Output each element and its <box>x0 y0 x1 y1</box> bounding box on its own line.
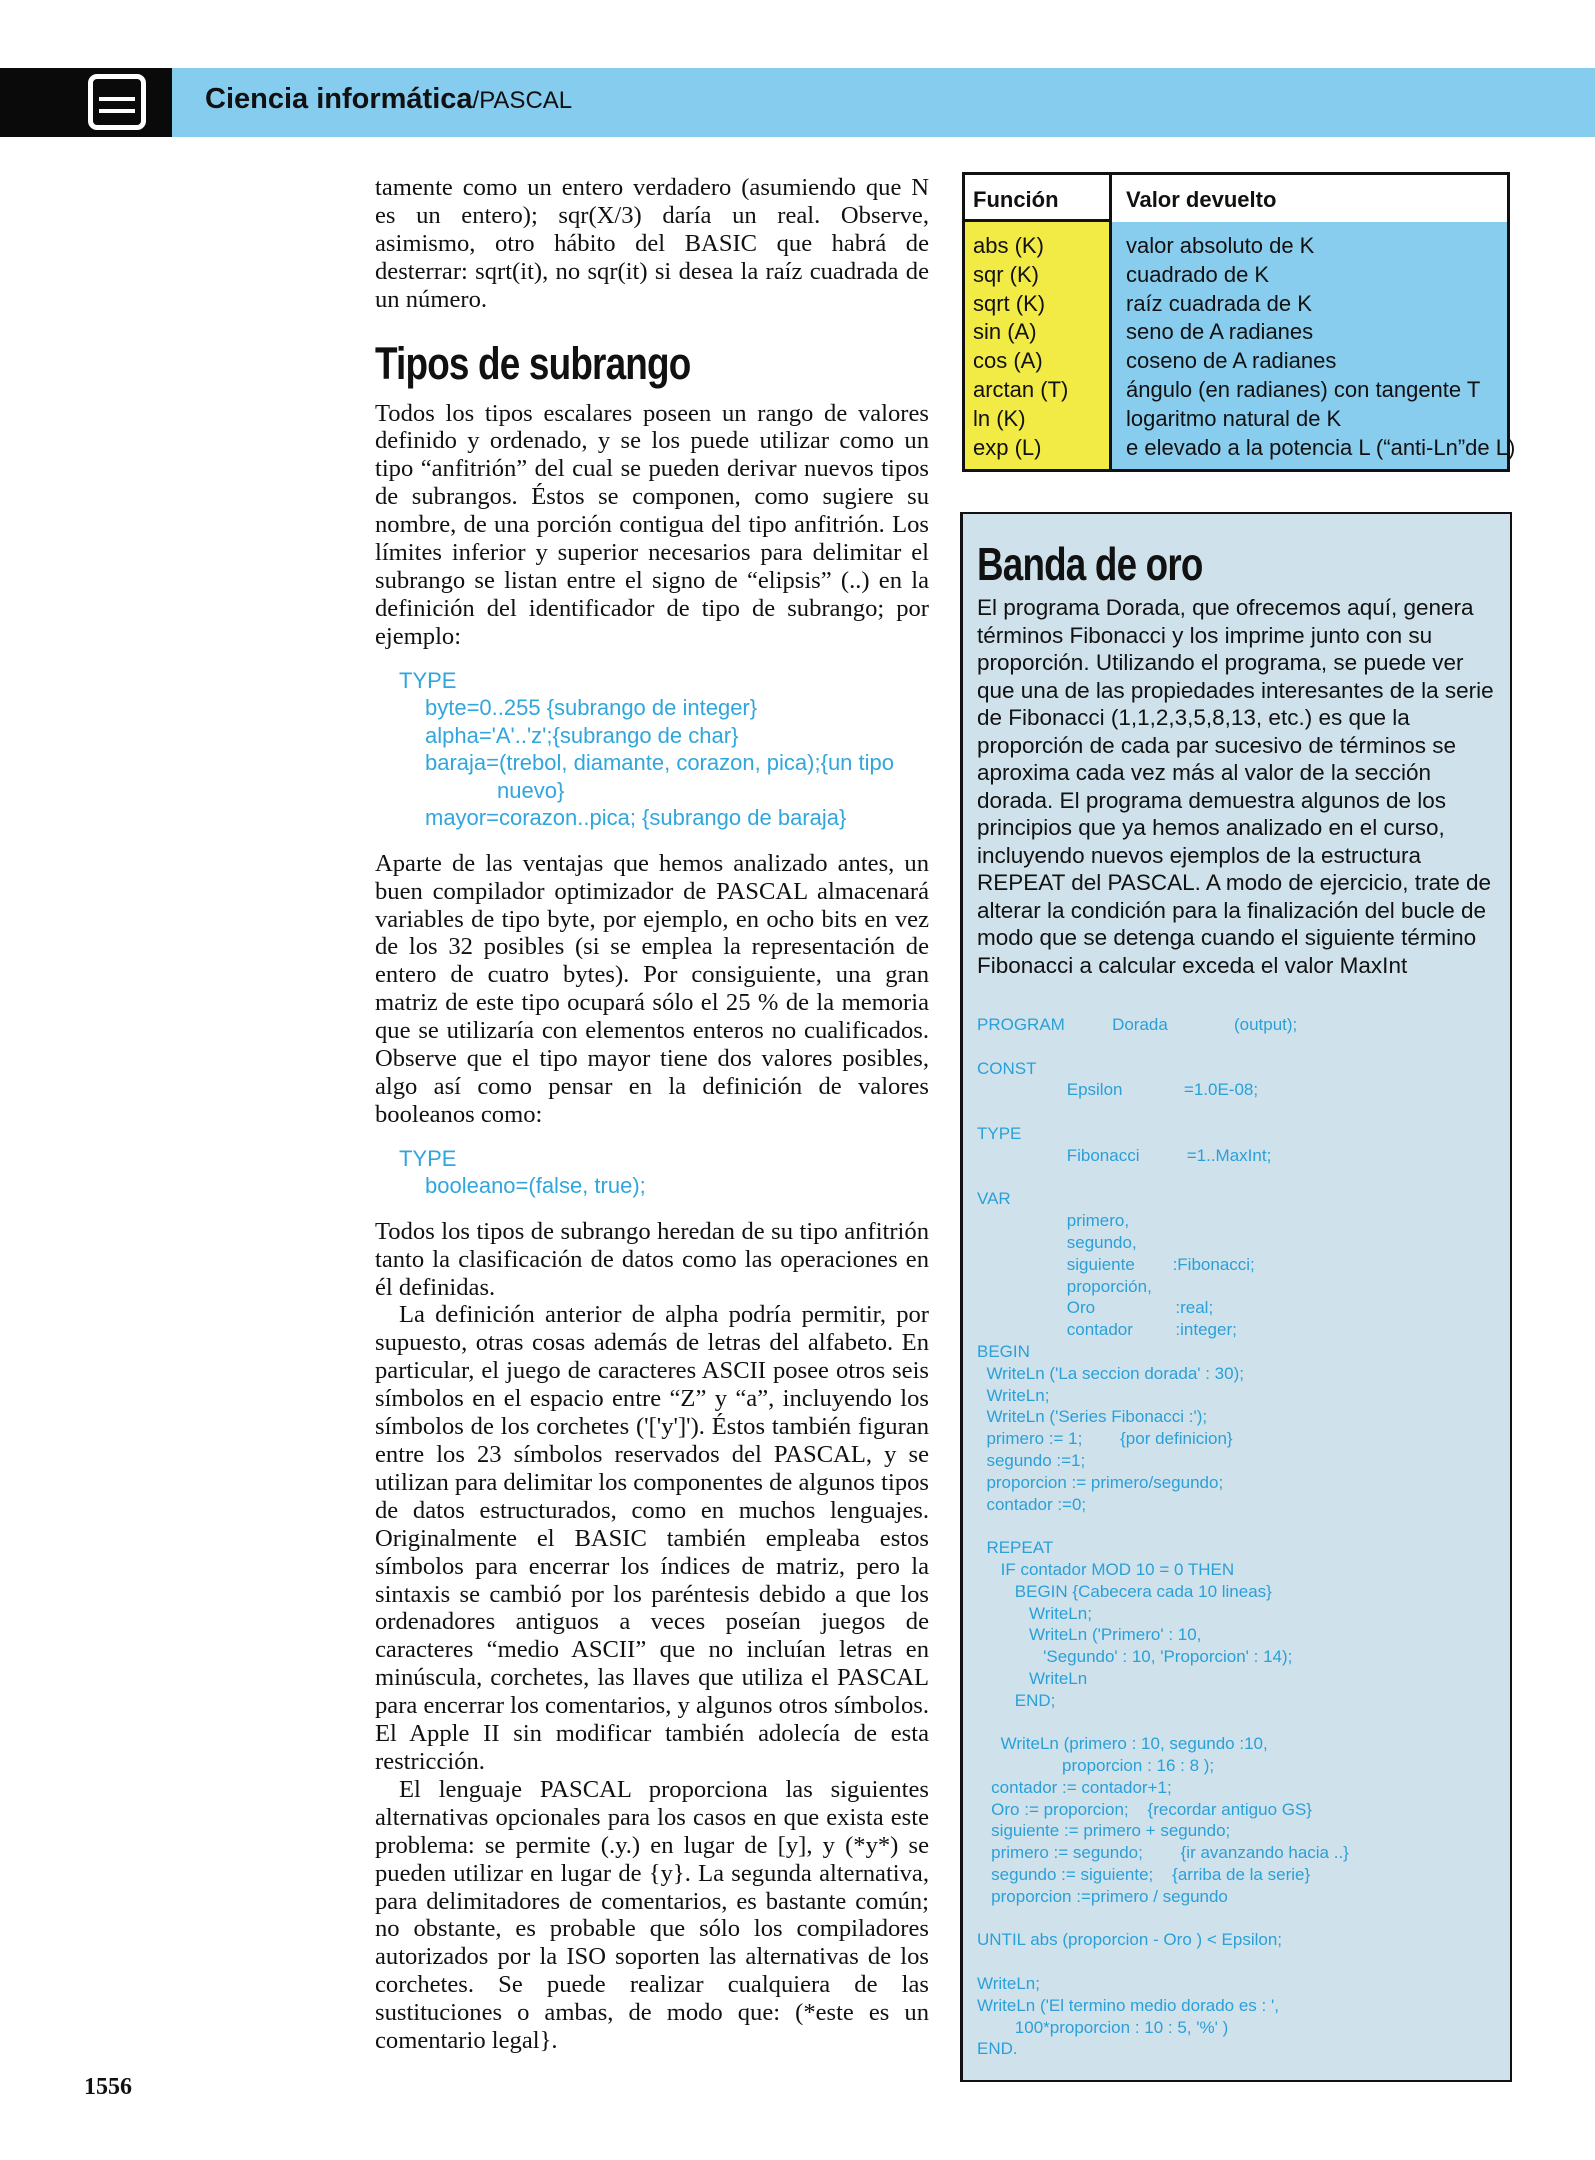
sidebar-golden-section <box>960 512 1512 2082</box>
table-cell-value: coseno de A radianes <box>1126 348 1337 374</box>
table-cell-value: valor absoluto de K <box>1126 233 1315 258</box>
paragraph-intro: tamente como un entero verdadero (asumiendo que N es un entero); sqr(X/3) daría un real. Observe, asimismo, otro hábito del BASIC que habrá de desterrar: sqrt(it), no sqr(it) si desea la raíz cuadrada de un número. <box>375 174 929 313</box>
paragraph-alternatives: El lenguaje PASCAL proporciona las siguientes alternativas opcionales para los casos en que exista este problema: se permite (.y.) en lugar de [y], y (*y*) se pueden utilizar en lugar de {y}. La segunda alternativa, para delimitadores de comentarios, es bastante común; no obstante, es probable que sólo los compiladores autorizados por la ISO soporten las alternativas de los corchetes. Se puede realizar cualquiera de las sustituciones o ambas, de modo que: (*este es un comentario legal}. <box>375 1775 929 2055</box>
sidebar-title: Banda de oro <box>977 538 1203 590</box>
table-cell-value: raíz cuadrada de K <box>1126 290 1312 316</box>
left-column <box>375 174 929 2055</box>
page-number: 1556 <box>84 2074 132 2100</box>
table-cell-function: sin (A) <box>973 319 1037 345</box>
header-logo-block <box>0 68 172 137</box>
table-cell-value: e elevado a la potencia L (“anti-Ln”de L) <box>1126 434 1516 460</box>
table-cell-value: ángulo (en radianes) con tangente T <box>1126 376 1481 402</box>
paragraph-subrange: Todos los tipos escalares poseen un rango de valores definido y ordenado, y se los puede utilizar como un tipo “anfitrión” del cual se pueden derivar nuevos tipos de subrangos. Éstos se componen, como sugiere su nombre, de una porción contigua del tipo anfitrión. Los límites inferior y superior necesarios para delimitar el subrango se listan entre el signo de “elipsis” (..) en la definición del identificador de tipo de subrango; por ejemplo: <box>375 399 929 650</box>
functions-table-body <box>965 222 1516 469</box>
table-cell-function: exp (L) <box>973 434 1042 460</box>
column-header-function: Función <box>965 175 1112 219</box>
code-example-subrange: TYPE byte=0..255 {subrango de integer} alpha='A'..'z';{subrango de char} baraja=(trebol, diamante, corazon, pica);{un tipo nuevo} mayor=corazon..pica; {subrango de baraja} <box>399 667 895 831</box>
table-cell-function: ln (K) <box>973 405 1026 431</box>
paragraph-inherit: Todos los tipos de subrango heredan de su tipo anfitrión tanto la clasificación de datos como las operaciones en él definidas. <box>375 1217 929 1301</box>
paragraph-alpha: La definición anterior de alpha podría permitir, por supuesto, otras cosas además de letras del alfabeto. En particular, el juego de caracteres ASCII posee otros seis símbolos en el espacio entre “Z” y “a”, incluyendo los símbolos de los corchetes ('['y']'). Éstos también figuran entre los 23 símbolos reservados del PASCAL, y se utilizan para delimitar los componentes de algunos tipos de datos estructurados, como en muchos lenguajes. Originalmente el BASIC también empleaba estos símbolos para encerrar los índices de matriz, pero la sintaxis se cambió por los paréntesis debido a que los ordenadores antiguos a veces poseían juegos de caracteres “medio ASCII” que no incluían letras en minúscula, corchetes, las llaves que utiliza el PASCAL para encerrar los comentarios, y algunos otros símbolos. El Apple II sin modificar también adolecía de esta restricción. <box>375 1301 929 1775</box>
column-header-value: Valor devuelto <box>1112 175 1507 230</box>
paragraph-compiler: Aparte de las ventajas que hemos analizado antes, un buen compilador optimizador de PASCAL almacenará variables de tipo byte, por ejemplo, en ocho bits en vez de los 32 posibles (si se emplea la representación de entero de cuatro bytes). Por consiguiente, una gran matriz de este tipo ocupará sólo el 25 % de la memoria que se utilizaría con elementos enteros no cualificados. Observe que el tipo mayor tiene dos valores posibles, algo así como pensar en la definición de valores booleanos como: <box>375 849 929 1128</box>
functions-column <box>965 222 1112 469</box>
values-column <box>1112 222 1516 469</box>
table-cell-function: cos (A) <box>973 348 1043 374</box>
section-title: Ciencia informática/PASCAL <box>205 83 573 115</box>
table-cell-function: arctan (T) <box>973 376 1069 402</box>
table-cell-function: sqr (K) <box>973 261 1039 287</box>
table-cell-value: cuadrado de K <box>1126 261 1270 287</box>
heading-subrange-types: Tipos de subrango <box>375 337 691 389</box>
table-cell-function: sqrt (K) <box>973 290 1046 316</box>
code-example-boolean: TYPE booleano=(false, true); <box>399 1145 646 1199</box>
functions-table-header <box>965 175 1507 222</box>
computer-logo-icon <box>88 74 146 130</box>
sidebar-text: El programa Dorada, que ofrecemos aquí, genera términos Fibonacci y los imprime junto con su proporción. Utilizando el programa, se puede ver que una de las propiedades interesantes de la serie de Fibonacci (1,1,2,3,5,8,13, etc.) es que la proporción de cada par sucesivo de términos se aproxima cada vez más al valor de la sección dorada. El programa demuestra algunos de los principios que ya hemos analizado en el curso, incluyendo nuevos ejemplos de la estructura REPEAT del PASCAL. A modo de ejercicio, trate de alterar la condición para la finalización del bucle de modo que se detenga cuando el siguiente término Fibonacci a calcular exceda el valor MaxInt <box>977 595 1494 978</box>
program-listing: PROGRAM Dorada (output); CONST Epsilon =1.0E-08; TYPE Fibonacci =1..MaxInt; VAR primero, segundo, siguiente :Fibonacci; proporción, Oro :real; contador :integer; BEGIN WriteLn ('La seccion dorada' : 30); WriteLn; WriteLn ('Series Fibonacci :'); primero := 1; {por definicion} segundo :=1; proporcion := primero/segundo; contador :=0; REPEAT IF contador MOD 10 = 0 THEN BEGIN {Cabecera cada 10 lineas} WriteLn; WriteLn ('Primero' : 10, 'Segundo' : 10, 'Proporcion' : 14); WriteLn END; WriteLn (primero : 10, segundo :10, proporcion : 16 : 8 ); contador := contador+1; Oro := proporcion; {recordar antiguo GS} siguiente := primero + segundo; primero := segundo; {ir avanzando hacia ..} segundo := siguiente; {arriba de la serie} proporcion :=primero / segundo UNTIL abs (proporcion - Oro ) < Epsilon; WriteLn; WriteLn ('El termino medio dorado es : ', 100*proporcion : 10 : 5, '%' ) END. <box>977 1015 1349 2059</box>
table-cell-value: logaritmo natural de K <box>1126 405 1342 431</box>
table-cell-value: seno de A radianes <box>1126 319 1314 345</box>
functions-table <box>962 172 1516 472</box>
table-cell-function: abs (K) <box>973 233 1044 258</box>
